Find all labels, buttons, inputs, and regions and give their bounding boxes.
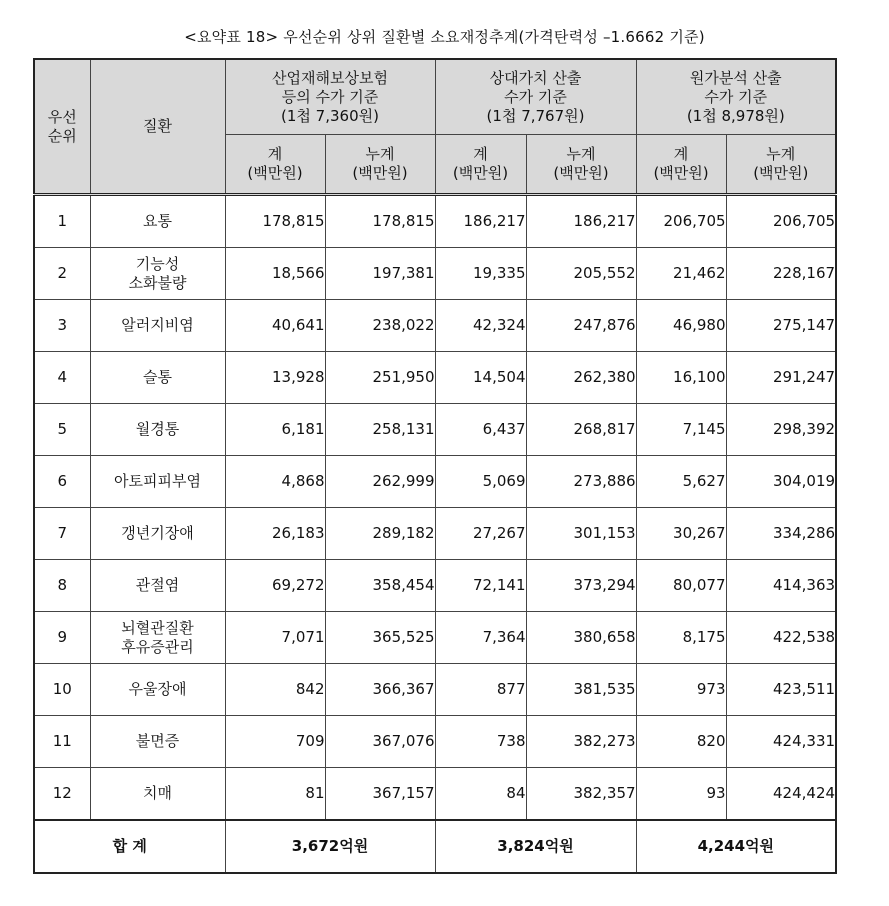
value-cell-cumulative-3: 422,538 (726, 612, 836, 664)
value-cell-cumulative-3: 423,511 (726, 664, 836, 716)
value-cell-cumulative-1: 251,950 (325, 352, 435, 404)
value-cell-cumulative-1: 238,022 (325, 300, 435, 352)
disease-cell: 기능성 소화불량 (90, 248, 225, 300)
table-row (34, 248, 836, 300)
header-cumulative-3: 누계 (백만원) (726, 135, 836, 195)
value-cell-total-3: 16,100 (636, 352, 726, 404)
total-label: 합 계 (34, 820, 225, 873)
value-cell-cumulative-2: 205,552 (526, 248, 636, 300)
rank-cell: 8 (34, 560, 90, 612)
value-cell-cumulative-2: 301,153 (526, 508, 636, 560)
total-value-3: 4,244억원 (636, 820, 836, 873)
header-subtotal-1: 계 (백만원) (225, 135, 325, 195)
value-cell-total-3: 7,145 (636, 404, 726, 456)
table-row (34, 404, 836, 456)
table-row (34, 664, 836, 716)
value-cell-total-1: 4,868 (225, 456, 325, 508)
value-cell-total-1: 69,272 (225, 560, 325, 612)
value-cell-total-2: 19,335 (435, 248, 526, 300)
value-cell-total-1: 7,071 (225, 612, 325, 664)
value-cell-cumulative-2: 382,273 (526, 716, 636, 768)
value-cell-cumulative-3: 275,147 (726, 300, 836, 352)
disease-cell: 불면증 (90, 716, 225, 768)
value-cell-cumulative-3: 424,331 (726, 716, 836, 768)
value-cell-cumulative-2: 262,380 (526, 352, 636, 404)
value-cell-cumulative-1: 358,454 (325, 560, 435, 612)
rank-cell: 9 (34, 612, 90, 664)
table-caption: <요약표 18> 우선순위 상위 질환별 소요재정추계(가격탄력성 –1.6662 기준) (184, 28, 705, 46)
value-cell-cumulative-2: 186,217 (526, 195, 636, 248)
disease-cell: 관절염 (90, 560, 225, 612)
value-cell-cumulative-1: 289,182 (325, 508, 435, 560)
rank-cell: 10 (34, 664, 90, 716)
value-cell-cumulative-1: 178,815 (325, 195, 435, 248)
table-row (34, 456, 836, 508)
value-cell-total-3: 46,980 (636, 300, 726, 352)
value-cell-cumulative-2: 247,876 (526, 300, 636, 352)
value-cell-total-3: 30,267 (636, 508, 726, 560)
value-cell-cumulative-3: 424,424 (726, 768, 836, 821)
value-cell-cumulative-2: 373,294 (526, 560, 636, 612)
value-cell-total-1: 178,815 (225, 195, 325, 248)
table-row (34, 716, 836, 768)
value-cell-total-1: 26,183 (225, 508, 325, 560)
disease-cell: 월경통 (90, 404, 225, 456)
header-group-relative-value: 상대가치 산출 수가 기준 (1첩 7,767원) (435, 59, 636, 135)
table-row (34, 352, 836, 404)
rank-cell: 11 (34, 716, 90, 768)
value-cell-total-2: 5,069 (435, 456, 526, 508)
value-cell-cumulative-3: 298,392 (726, 404, 836, 456)
header-disease: 질환 (90, 59, 225, 195)
value-cell-cumulative-1: 367,076 (325, 716, 435, 768)
header-cumulative-2: 누계 (백만원) (526, 135, 636, 195)
value-cell-cumulative-1: 197,381 (325, 248, 435, 300)
value-cell-total-1: 6,181 (225, 404, 325, 456)
value-cell-total-2: 27,267 (435, 508, 526, 560)
disease-cell: 뇌혈관질환 후유증관리 (90, 612, 225, 664)
value-cell-total-1: 13,928 (225, 352, 325, 404)
rank-cell: 1 (34, 195, 90, 248)
total-value-2: 3,824억원 (435, 820, 636, 873)
table-row (34, 560, 836, 612)
header-subtotal-3: 계 (백만원) (636, 135, 726, 195)
table-row (34, 612, 836, 664)
value-cell-total-1: 40,641 (225, 300, 325, 352)
total-row (34, 820, 836, 873)
value-cell-cumulative-1: 365,525 (325, 612, 435, 664)
value-cell-cumulative-3: 304,019 (726, 456, 836, 508)
value-cell-cumulative-2: 382,357 (526, 768, 636, 821)
disease-cell: 우울장애 (90, 664, 225, 716)
value-cell-cumulative-3: 334,286 (726, 508, 836, 560)
value-cell-cumulative-2: 268,817 (526, 404, 636, 456)
rank-cell: 7 (34, 508, 90, 560)
value-cell-total-2: 186,217 (435, 195, 526, 248)
value-cell-cumulative-3: 414,363 (726, 560, 836, 612)
value-cell-total-2: 877 (435, 664, 526, 716)
value-cell-cumulative-1: 262,999 (325, 456, 435, 508)
value-cell-cumulative-3: 206,705 (726, 195, 836, 248)
header-group-cost-analysis: 원가분석 산출 수가 기준 (1첩 8,978원) (636, 59, 836, 135)
total-value-1: 3,672억원 (225, 820, 435, 873)
rank-cell: 5 (34, 404, 90, 456)
table-row (34, 508, 836, 560)
header-group-industrial: 산업재해보상보험 등의 수가 기준 (1첩 7,360원) (225, 59, 435, 135)
value-cell-total-3: 21,462 (636, 248, 726, 300)
rank-cell: 3 (34, 300, 90, 352)
value-cell-total-3: 5,627 (636, 456, 726, 508)
value-cell-total-2: 72,141 (435, 560, 526, 612)
header-subtotal-2: 계 (백만원) (435, 135, 526, 195)
value-cell-cumulative-3: 291,247 (726, 352, 836, 404)
value-cell-total-3: 80,077 (636, 560, 726, 612)
value-cell-total-3: 206,705 (636, 195, 726, 248)
value-cell-total-1: 18,566 (225, 248, 325, 300)
rank-cell: 12 (34, 768, 90, 821)
value-cell-total-2: 84 (435, 768, 526, 821)
rank-cell: 6 (34, 456, 90, 508)
header-rank: 우선 순위 (34, 59, 90, 195)
value-cell-total-2: 7,364 (435, 612, 526, 664)
disease-cell: 갱년기장애 (90, 508, 225, 560)
value-cell-total-2: 738 (435, 716, 526, 768)
value-cell-total-1: 842 (225, 664, 325, 716)
value-cell-cumulative-1: 366,367 (325, 664, 435, 716)
disease-cell: 요통 (90, 195, 225, 248)
table-row (34, 768, 836, 821)
value-cell-total-2: 6,437 (435, 404, 526, 456)
rank-cell: 4 (34, 352, 90, 404)
value-cell-total-2: 42,324 (435, 300, 526, 352)
disease-cell: 알러지비염 (90, 300, 225, 352)
value-cell-cumulative-3: 228,167 (726, 248, 836, 300)
table-row (34, 300, 836, 352)
value-cell-cumulative-1: 258,131 (325, 404, 435, 456)
value-cell-total-3: 973 (636, 664, 726, 716)
cost-estimate-table (33, 58, 837, 874)
value-cell-cumulative-2: 381,535 (526, 664, 636, 716)
disease-cell: 치매 (90, 768, 225, 821)
disease-cell: 슬통 (90, 352, 225, 404)
disease-cell: 아토피피부염 (90, 456, 225, 508)
value-cell-total-1: 709 (225, 716, 325, 768)
value-cell-total-3: 8,175 (636, 612, 726, 664)
value-cell-cumulative-2: 273,886 (526, 456, 636, 508)
value-cell-total-2: 14,504 (435, 352, 526, 404)
value-cell-cumulative-1: 367,157 (325, 768, 435, 821)
value-cell-cumulative-2: 380,658 (526, 612, 636, 664)
rank-cell: 2 (34, 248, 90, 300)
table-row (34, 195, 836, 248)
value-cell-total-3: 93 (636, 768, 726, 821)
value-cell-total-3: 820 (636, 716, 726, 768)
header-cumulative-1: 누계 (백만원) (325, 135, 435, 195)
value-cell-total-1: 81 (225, 768, 325, 821)
